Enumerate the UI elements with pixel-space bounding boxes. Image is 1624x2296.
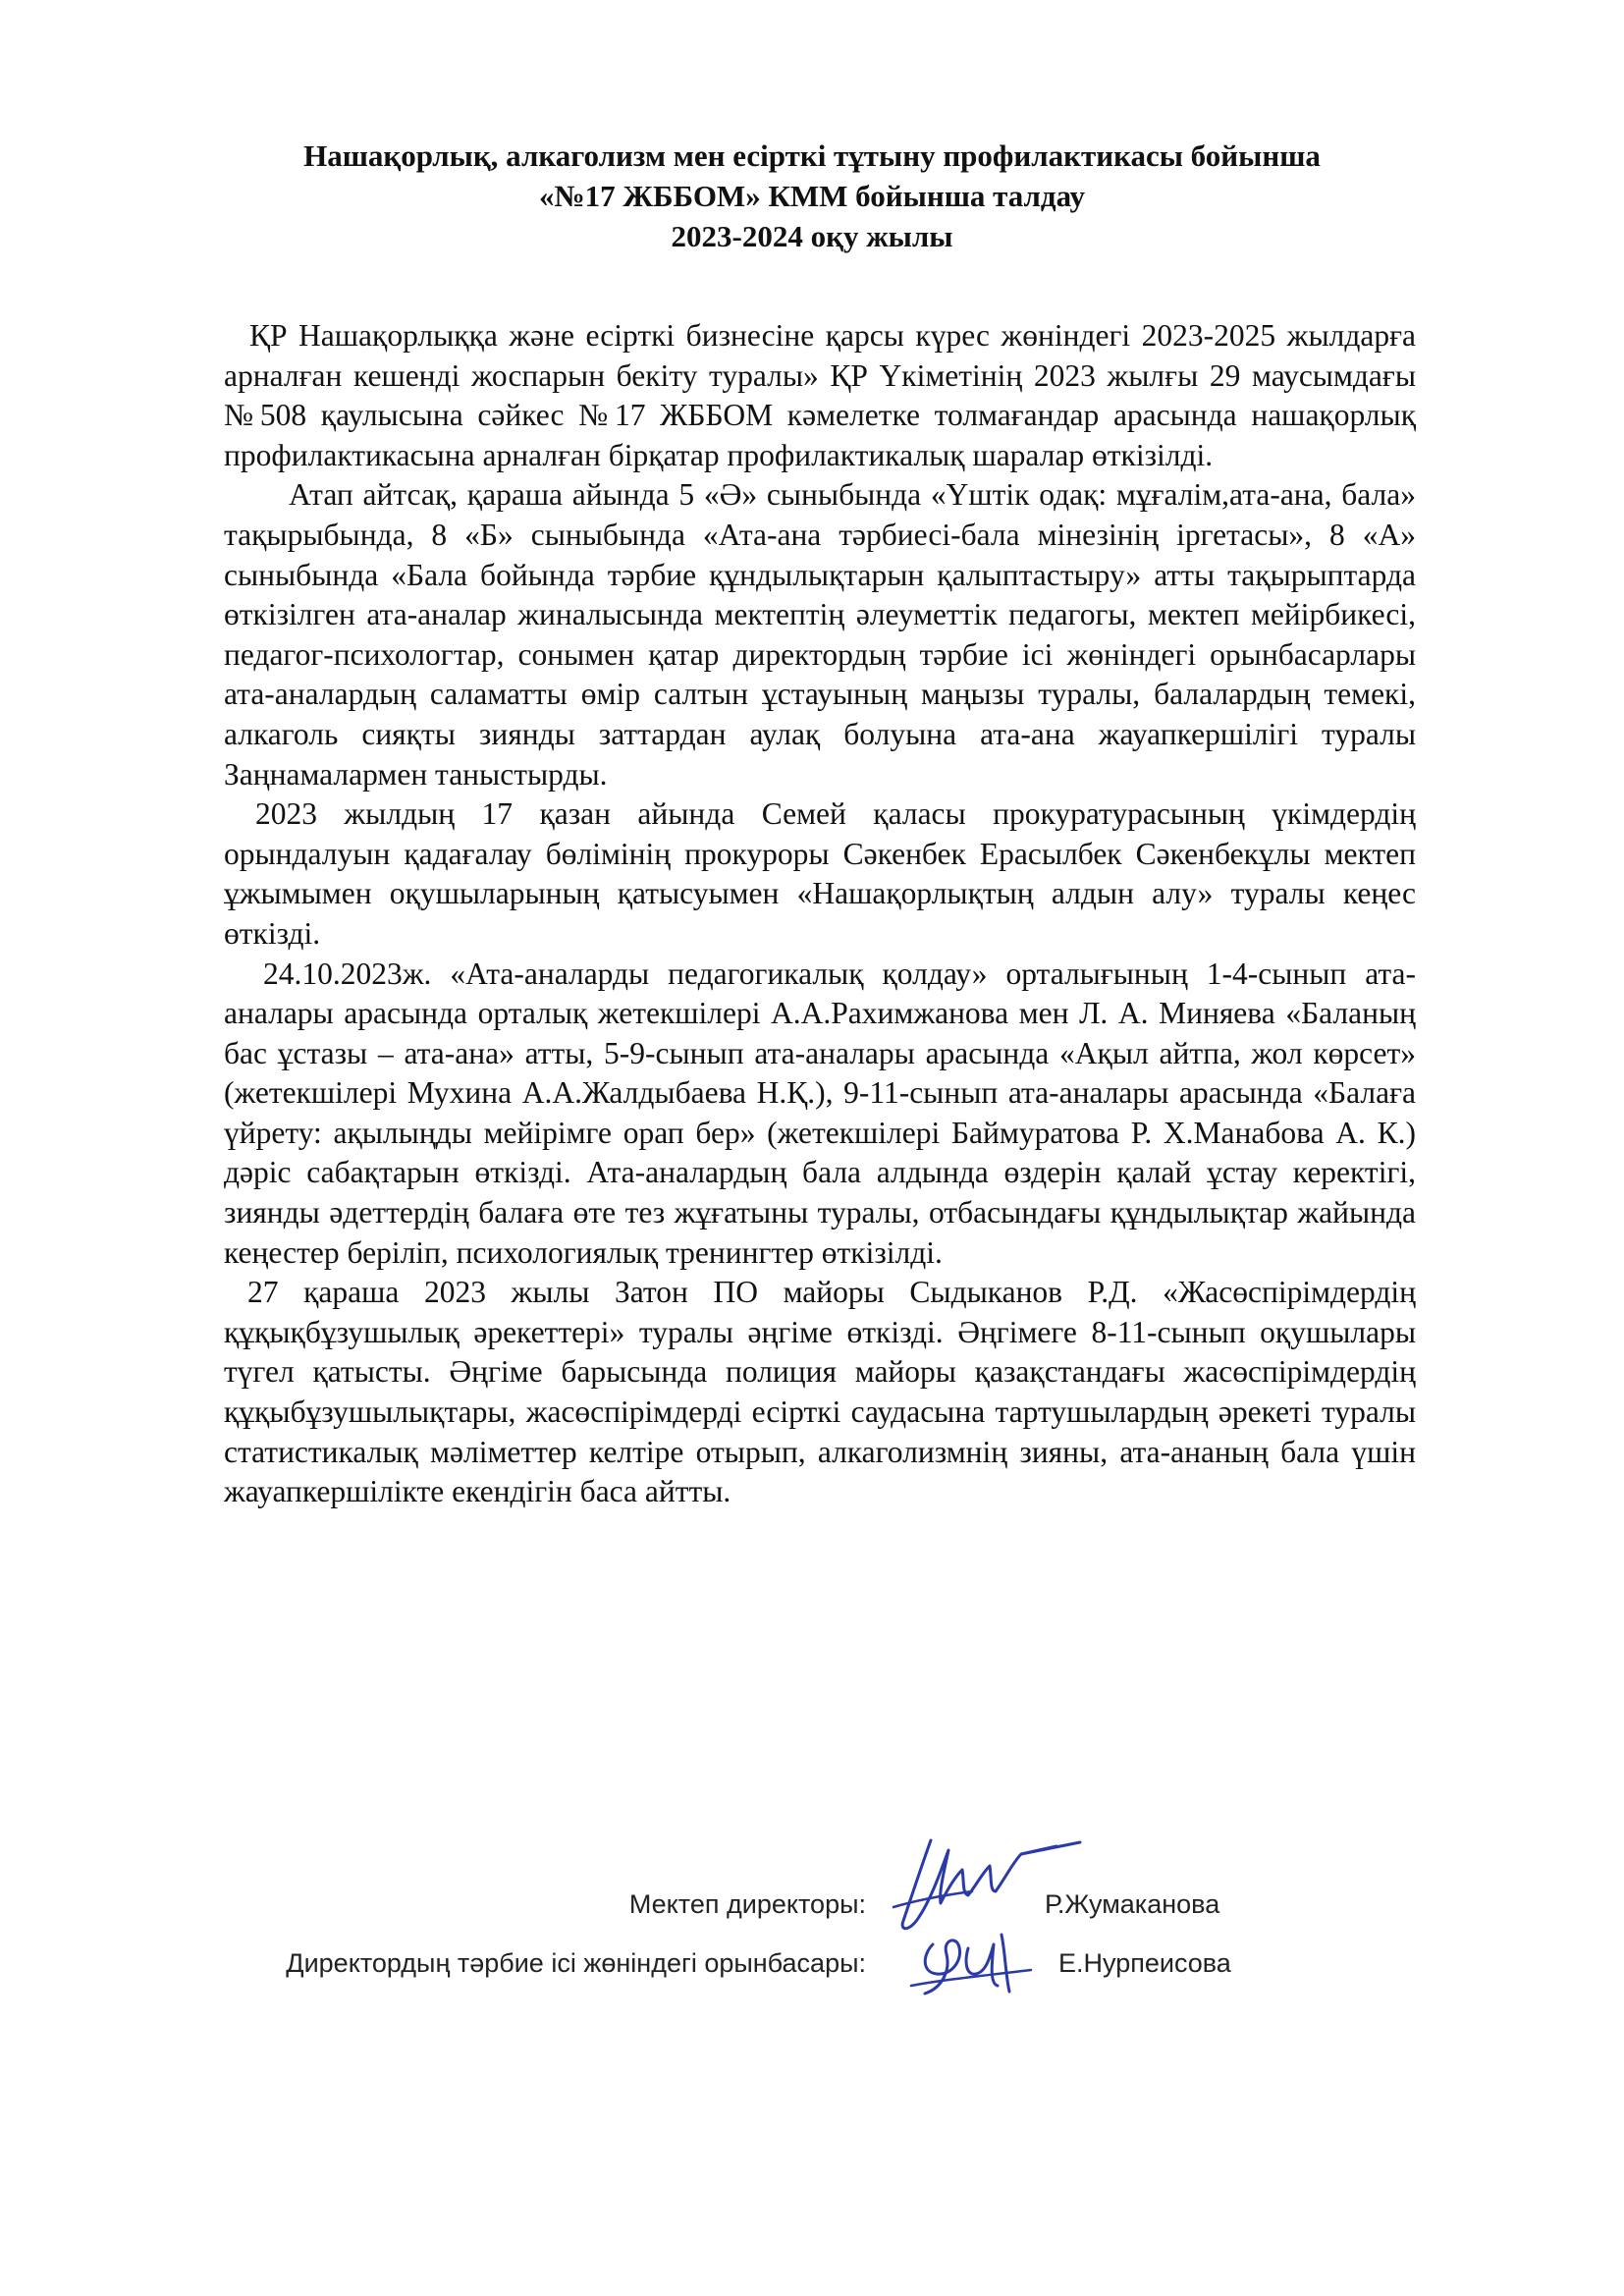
document-title xyxy=(196,136,1428,256)
paragraph-2: Атап айтсақ, қараша айында 5 «Ә» сыныбында «Үштік одақ: мұғалім,ата-ана, бала» тақырыбында, 8 «Б» сыныбында «Ата-ана тәрбиесі-бала мінезінің іргетасы», 8 «А» сыныбында «Бала бойында тәрбие құндылықтарын қалыптастыру» атты тақырыптарда өткізілген ата-аналар жиналысында мектептің әлеуметтік педагогы, мектеп мейірбикесі, педагог-психологтар, сонымен қатар директордың тәрбие ісі жөніндегі орынбасарлары ата-аналардың саламатты өмір салтын ұстауының маңызы туралы, балалардың темекі, алкаголь сияқты зиянды заттардан аулақ болуына ата-ана жауапкершілігі туралы Заңнамалармен таныстырды. xyxy=(224,477,1416,792)
signature-name-deputy: Е.Нурпеисова xyxy=(1058,1948,1231,1978)
paragraph-4: 24.10.2023ж. «Ата-аналарды педагогикалық қолдау» орталығының 1-4-сынып ата-аналары арасында орталық жетекшілері А.А.Рахимжанова мен Л. А. Миняева «Баланың бас ұстазы – ата-ана» атты, 5-9-сынып ата-аналары арасында «Ақыл айтпа, жол көрсет» (жетекшілері Мухина А.А.Жалдыбаева Н.Қ.), 9-11-сынып ата-аналары арасында «Балаға үйрету: ақылыңды мейірімге орап бер» (жетекшілері Баймуратова Р. Х.Манабова А. К.) дәріс сабақтарын өткізді. Ата-аналардың бала алдында өздерін қалай ұстау керектігі, зиянды әдеттердің балаға өте тез жұғатыны туралы, отбасындағы құндылықтар жайында кеңестер беріліп, психологиялық тренингтер өткізілді. xyxy=(224,956,1416,1270)
title-line-1: Нашақорлық, алкаголизм мен есірткі тұтыну профилактикасы бойынша xyxy=(303,138,1321,173)
deputy-signature xyxy=(903,1915,1051,2013)
signature-name-director: Р.Жумаканова xyxy=(1045,1889,1220,1919)
document-body xyxy=(224,316,1416,1512)
title-line-2: «№17 ЖББОМ» КММ бойынша талдау xyxy=(538,179,1086,213)
title-line-3: 2023-2024 оқу жылы xyxy=(671,219,953,253)
paragraph-3: 2023 жылдың 17 қазан айында Семей қаласы прокуратурасының үкімдердің орындалуын қадағалау бөлімінің прокуроры Сәкенбек Ерасылбек Сәкенбекұлы мектеп ұжымымен оқушыларының қатысуымен «Нашақорлықтың алдын алу» туралы кеңес өткізді. xyxy=(224,796,1416,951)
signature-role-director: Мектеп директоры: xyxy=(628,1889,866,1919)
paragraph-1: ҚР Нашақорлыққа және есірткі бизнесіне қарсы күрес жөніндегі 2023-2025 жылдарға арналған кешенді жоспарын бекіту туралы» ҚР Үкіметінің 2023 жылғы 29 маусымдағы №508 қаулысына сәйкес №17 ЖББОМ кәмелетке толмағандар арасында нашақорлық профилактикасына арналған бірқатар профилактикалық шаралар өткізілді. xyxy=(224,318,1416,472)
signature-role-deputy: Директордың тәрбие ісі жөніндегі орынбасары: xyxy=(286,1948,866,1978)
paragraph-5: 27 қараша 2023 жылы Затон ПО майоры Сыдыканов Р.Д. «Жасөспірімдердің құқықбұзушылық әрекеттері» туралы әңгіме өткізді. Әңгімеге 8-11-сынып оқушылары түгел қатысты. Әңгіме барысында полиция майоры қазақстандағы жасөспірімдердің құқыбұзушылықтары, жасөспірімдерді есірткі саудасына тартушылардың әрекеті туралы статистикалық мәліметтер келтіре отырып, алкаголизмнің зияны, ата-ананың бала үшін жауапкершілікте екендігін баса айтты. xyxy=(224,1275,1416,1509)
